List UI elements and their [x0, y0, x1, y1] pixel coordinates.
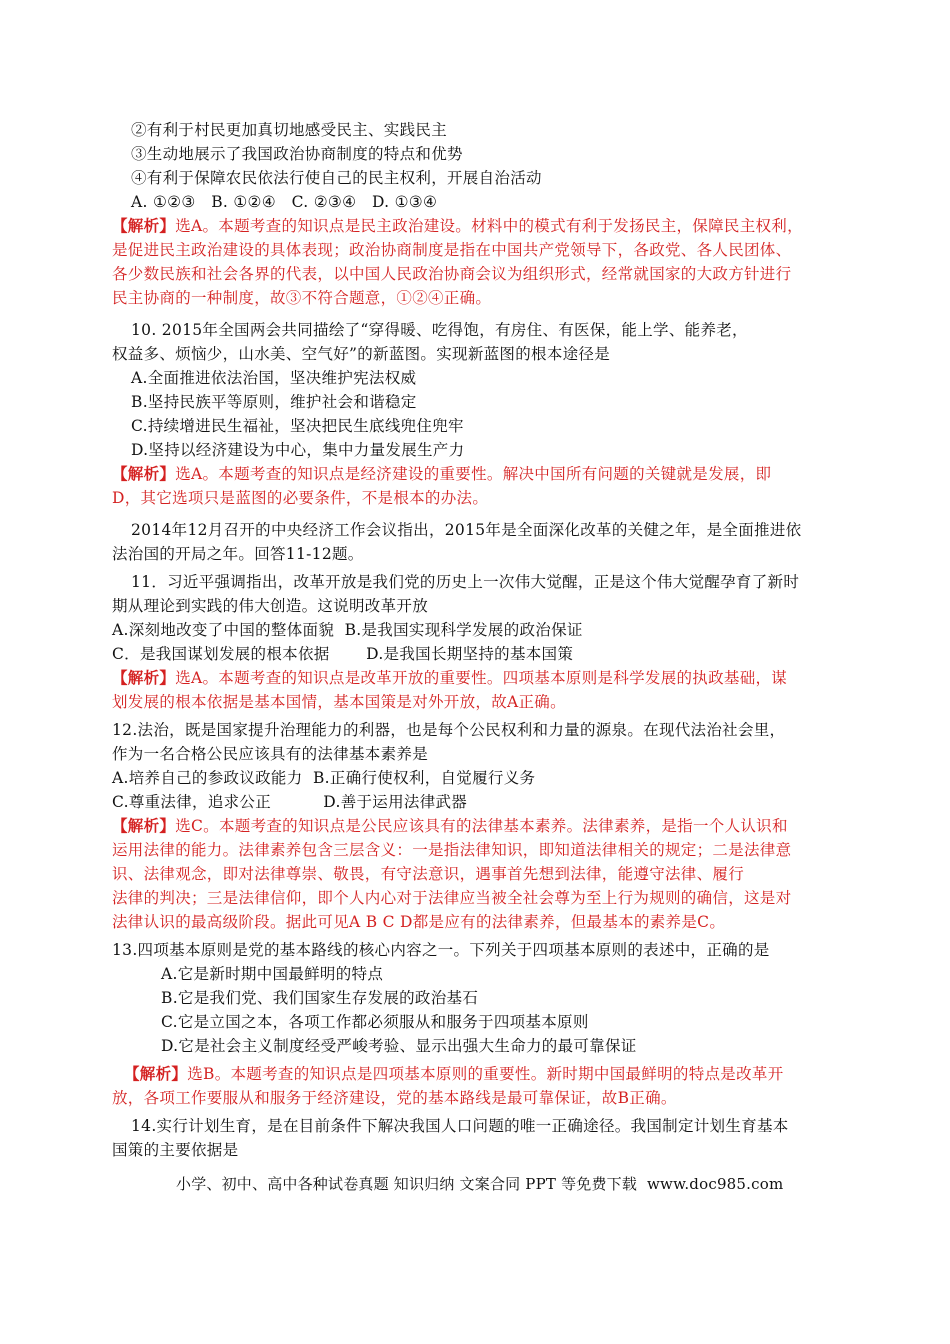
q12-analysis-line-2: 运用法律的能力。法律素养包含三层含义：一是指法律知识，即知道法律相关的规定；二是法律意 [112, 841, 792, 859]
analysis-tag: 【解析】 [112, 464, 176, 483]
analysis-tag: 【解析】 [112, 216, 176, 235]
q9-analysis-line-3: 各少数民族和社会各界的代表，以中国人民政治协商会议为组织形式，经常就国家的大政方针进行 [112, 265, 792, 283]
q12-analysis-line-1: 【解析】选C。本题考查的知识点是公民应该具有的法律基本素养。法律素养，是指一个人认识和 [112, 816, 788, 835]
q13-option-d: D.它是社会主义制度经受严峻考验、显示出强大生命力的最可靠保证 [161, 1037, 637, 1055]
q10-option-a: A.全面推进依法治国，坚决维护宪法权威 [131, 369, 417, 387]
q11-options-line-2: C．是我国谋划发展的根本依据 D.是我国长期坚持的基本国策 [112, 645, 574, 663]
q11-analysis-line-2: 划发展的根本依据是基本国情，基本国策是对外开放，故A正确。 [112, 693, 566, 711]
page-footer: 小学、初中、高中各种试卷真题 知识归纳 文案合同 PPT 等免费下载 www.doc985.com [176, 1175, 784, 1193]
q9-analysis-line-1: 【解析】选A。本题考查的知识点是民主政治建设。材料中的模式有利于发扬民主，保障民主权利， [112, 216, 803, 235]
q10-option-b: B.坚持民族平等原则，维护社会和谐稳定 [131, 393, 417, 411]
analysis-tag: 【解析】 [124, 1064, 188, 1083]
q13-analysis-line-1: 【解析】选B。本题考查的知识点是四项基本原则的重要性。新时期中国最鲜明的特点是改革开 [124, 1064, 784, 1083]
q13-option-b: B.它是我们党、我们国家生存发展的政治基石 [161, 989, 479, 1007]
analysis-tag: 【解析】 [112, 668, 176, 687]
q12-analysis-line-5: 法律认识的最高级阶段。据此可见A B C D都是应有的法律素养，但最基本的素养是C。 [112, 913, 726, 931]
q12-analysis-line-3: 识、法律观念，即对法律尊崇、敬畏，有守法意识，遇事首先想到法律，能遵守法律、履行 [112, 865, 745, 883]
q11-stem-line-2: 期从理论到实践的伟大创造。这说明改革开放 [112, 597, 429, 615]
q12-options-line-1: A.培养自己的参政议政能力 B.正确行使权利，自觉履行义务 [112, 769, 536, 787]
q12-options-line-2: C.尊重法律，追求公正 D.善于运用法律武器 [112, 793, 468, 811]
q9-option-3: ③生动地展示了我国政治协商制度的特点和优势 [131, 145, 463, 163]
q9-option-2: ②有利于村民更加真切地感受民主、实践民主 [131, 121, 448, 139]
q14-stem-line-1: 14.实行计划生育，是在目前条件下解决我国人口问题的唯一正确途径。我国制定计划生育基本 [131, 1117, 789, 1135]
q10-analysis-line-1: 【解析】选A。本题考查的知识点是经济建设的重要性。解决中国所有问题的关键就是发展，即 [112, 464, 772, 483]
q9-option-4: ④有利于保障农民依法行使自己的民主权利，开展自治活动 [131, 169, 542, 187]
q13-option-a: A.它是新时期中国最鲜明的特点 [161, 965, 384, 983]
q9-choices: A. ①②③ B. ①②④ C. ②③④ D. ①③④ [131, 193, 438, 211]
q10-stem-line-2: 权益多、烦恼少，山水美、空气好”的新蓝图。实现新蓝图的根本途径是 [112, 345, 611, 363]
q10-stem-line-1: 10. 2015年全国两会共同描绘了“穿得暖、吃得饱，有房住、有医保，能上学、能养老， [131, 321, 748, 339]
q12-stem-line-1: 12.法治，既是国家提升治理能力的利器，也是每个公民权利和力量的源泉。在现代法治社会里， [112, 721, 786, 739]
q10-option-c: C.持续增进民生福祉，坚决把民生底线兜住兜牢 [131, 417, 464, 435]
analysis-tag: 【解析】 [112, 816, 176, 835]
q12-stem-line-2: 作为一名合格公民应该具有的法律基本素养是 [112, 745, 429, 763]
q13-analysis-line-2: 放，各项工作要服从和服务于经济建设，党的基本路线是最可靠保证，故B正确。 [112, 1089, 677, 1107]
q13-option-c: C.它是立国之本，各项工作都必须服从和服务于四项基本原则 [161, 1013, 589, 1031]
q13-stem: 13.四项基本原则是党的基本路线的核心内容之一。下列关于四项基本原则的表述中，正确的是 [112, 941, 770, 959]
q11-analysis-line-1: 【解析】选A。本题考查的知识点是改革开放的重要性。四项基本原则是科学发展的执政基础，谋 [112, 668, 788, 687]
q10-option-d: D.坚持以经济建设为中心，集中力量发展生产力 [131, 441, 465, 459]
q9-analysis-line-4: 民主协商的一种制度，故③不符合题意，①②④正确。 [112, 289, 492, 307]
q10-analysis-line-2: D，其它选项只是蓝图的必要条件，不是根本的办法。 [112, 489, 489, 507]
intro-line-1: 2014年12月召开的中央经济工作会议指出，2015年是全面深化改革的关健之年，是全面推进依 [131, 521, 802, 539]
q9-analysis-line-2: 是促进民主政治建设的具体表现；政治协商制度是指在中国共产党领导下，各政党、各人民团体、 [112, 241, 792, 259]
intro-line-2: 法治国的开局之年。回答11-12题。 [112, 545, 364, 563]
q11-options-line-1: A.深刻地改变了中国的整体面貌 B.是我国实现科学发展的政治保证 [112, 621, 583, 639]
q14-stem-line-2: 国策的主要依据是 [112, 1141, 239, 1159]
q11-stem-line-1: 11．习近平强调指出，改革开放是我们党的历史上一次伟大觉醒，正是这个伟大觉醒孕育了新时 [131, 573, 800, 591]
q12-analysis-line-4: 法律的判决；三是法律信仰，即个人内心对于法律应当被全社会尊为至上行为规则的确信，这是对 [112, 889, 792, 907]
